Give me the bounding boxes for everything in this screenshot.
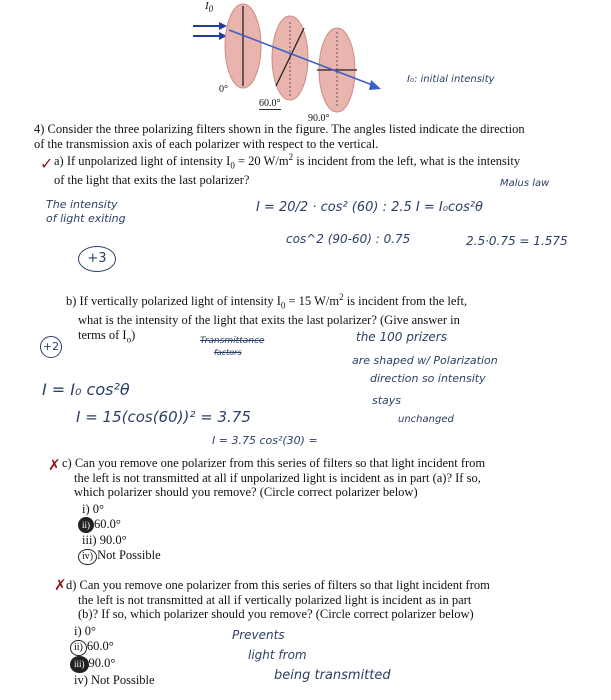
handwritten-note-d2: light from <box>248 648 307 662</box>
question-intro <box>34 122 534 151</box>
part-a-label: a) <box>54 154 64 169</box>
handwritten-initial-intensity: I₀: initial intensity <box>407 74 495 85</box>
handwritten-equation-b1: I = I₀ cos²θ <box>42 380 130 399</box>
figure-angle-0: 0° <box>219 84 228 95</box>
part-d-option-2: ii) 60.0° <box>74 639 155 657</box>
part-c-option-4: iv) Not Possible <box>82 548 161 566</box>
part-d-option-4: iv) Not Possible <box>74 672 155 687</box>
part-d-text: d) Can you remove one polarizer from this series of filters so that light incident from the left is not transmitted at all if vertically polarized light is incident as in part (b)? If so, which polarizer should you remove? (Circle correct polarizer below) <box>66 578 490 621</box>
handwritten-right-1: the 100 prizers <box>356 330 447 344</box>
part-c-options <box>82 502 161 565</box>
handwritten-note-d1: Prevents <box>232 628 285 642</box>
handwritten-equation-a2: cos^2 (90-60) : 0.75 <box>286 232 411 246</box>
question-number: 4) <box>34 122 45 136</box>
handwritten-left-2: of light exiting <box>46 212 126 225</box>
polarizer-drawing <box>185 0 585 140</box>
part-d-label: d) <box>66 578 77 592</box>
cross-mark-d: ✗ <box>54 576 67 594</box>
handwritten-equation-a3: 2.5·0.75 = 1.575 <box>466 234 568 248</box>
handwritten-struck-1: Transmittance <box>200 336 265 346</box>
handwritten-equation-a1: I = 20/2 · cos² (60) : 2.5 I = I₀cos²θ <box>256 200 484 215</box>
handwritten-struck-2: factors <box>214 348 242 357</box>
figure-label-i0: $I_0$ <box>205 0 214 15</box>
part-c-option-2: ii) 60.0° <box>82 517 161 534</box>
light-arrowhead <box>219 22 227 30</box>
handwritten-right-3: direction so intensity <box>370 372 486 385</box>
part-d-options <box>74 624 155 687</box>
part-c-text: c) Can you remove one polarizer from this series of filters so that light incident from the left is not transmitted at all if unpolarized light is incident as in part (a)? If so, which polarizer should you remove? (Circle correct polarizer below) <box>62 456 486 499</box>
cross-mark-c: ✗ <box>48 456 61 474</box>
part-d-option-1: i) 0° <box>74 624 97 638</box>
part-c-label: c) <box>62 456 72 470</box>
handwritten-equation-b2: I = 15(cos(60))² = 3.75 <box>76 408 251 426</box>
score-b: +2 <box>40 336 62 358</box>
polarizer-figure <box>185 0 585 140</box>
part-c-option-1: i) 0° <box>82 502 105 516</box>
handwritten-equation-b3: I = 3.75 cos²(30) = <box>212 434 318 447</box>
part-b-label: b) <box>66 294 77 309</box>
part-d-option-3: iii) 90.0° <box>74 656 155 673</box>
checkmark-a: ✓ <box>40 154 54 173</box>
part-c-option-3: iii) 90.0° <box>82 533 127 547</box>
question-text: Consider the three polarizing filters shown in the figure. The angles listed indicate the direction of the transmission axis of each polarizer with respect to the vertical. <box>34 122 525 151</box>
handwritten-right-2: are shaped w/ Polarization <box>352 354 498 367</box>
part-b-text: b) If vertically polarized light of intensity $I_0 = 15$ $W/m^2$ is incident from the left, what is the intensity of the light that exits the last polarizer? (Give answer in terms of $I_o$) <box>66 292 468 345</box>
handwritten-right-5: unchanged <box>398 414 454 425</box>
propagation-arrowhead <box>369 80 381 90</box>
figure-angle-90: 90.0° <box>308 113 330 124</box>
score-a: +3 <box>78 246 116 272</box>
handwritten-right-4: stays <box>372 394 402 407</box>
figure-angle-60: 60.0° <box>259 98 281 109</box>
handwritten-malus-law: Malus law <box>500 178 550 189</box>
part-a-text: a) If unpolarized light of intensity $I_0 = 20$ $W/m^2$ is incident from the left, what is the intensity of the light that exits the last polarizer? <box>54 152 521 188</box>
handwritten-note-d3: being transmitted <box>274 668 391 683</box>
handwritten-left-1: The intensity <box>46 198 118 211</box>
